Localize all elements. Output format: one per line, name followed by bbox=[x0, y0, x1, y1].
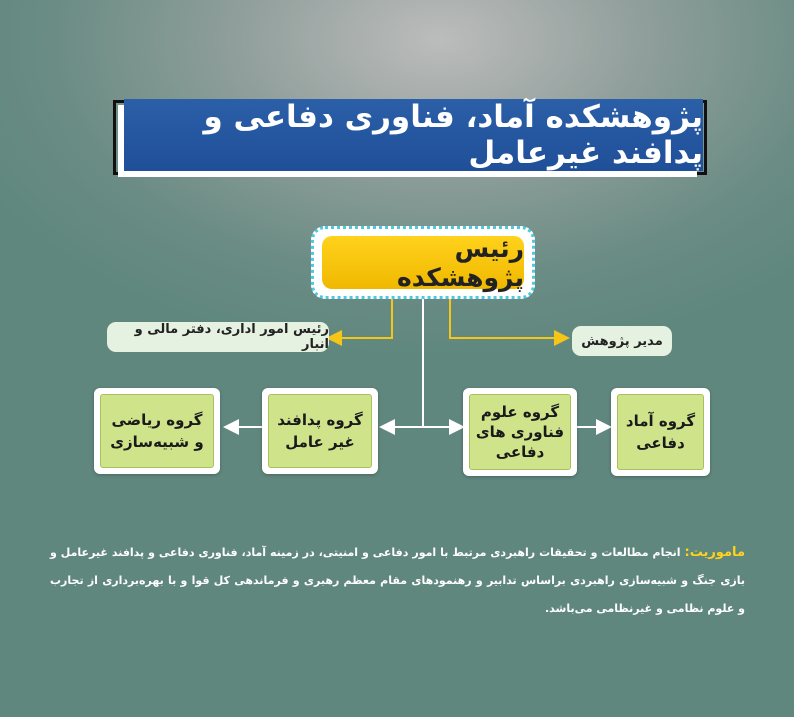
group-math-simulation-fill bbox=[100, 394, 214, 468]
branch-research bbox=[450, 298, 566, 338]
group-defense-tech-fill bbox=[469, 394, 571, 470]
group-math-simulation-label: گروه ریاضی و شبیه‌سازی bbox=[110, 411, 204, 451]
head-node-fill bbox=[322, 233, 524, 292]
head-label: رئیس پژوهشکده bbox=[397, 233, 524, 292]
research-manager-node bbox=[572, 326, 672, 356]
research-manager-label: مدیر پژوهش bbox=[581, 333, 663, 349]
group-passive-defense-label: گروه پدافند غیر عامل bbox=[277, 411, 363, 451]
admin-node bbox=[107, 322, 329, 352]
mission-label: ماموریت: bbox=[684, 545, 745, 560]
head-node bbox=[311, 226, 535, 299]
page-title: پژوهشکده آماد، فناوری دفاعی و پدافند غیرعامل bbox=[203, 99, 703, 171]
group-passive-defense bbox=[262, 388, 378, 474]
branch-admin bbox=[330, 298, 392, 338]
admin-label: رئیس امور اداری، دفتر مالی و انبار bbox=[134, 322, 329, 352]
group-logistics bbox=[611, 388, 710, 476]
mission-paragraph bbox=[50, 539, 745, 623]
title-banner bbox=[124, 99, 703, 171]
group-passive-defense-fill bbox=[268, 394, 372, 468]
group-defense-tech-label: گروه علوم فناوری های دفاعی bbox=[475, 403, 565, 461]
group-logistics-fill bbox=[617, 394, 704, 470]
group-math-simulation bbox=[94, 388, 220, 474]
group-defense-tech bbox=[463, 388, 577, 476]
group-logistics-label: گروه آماد دفاعی bbox=[625, 412, 696, 452]
mission-text: انجام مطالعات و تحقیقات راهبردی مرتبط با امور دفاعی و امنیتی، در زمینه آماد، فناوری دفاعی و پدافند غیرعامل و بازی جنگ و شبیه‌سازی راهبردی براساس تدابیر و رهنمودهای مقام معظم رهبری و فرماندهی کل قوا و با بهره‌برداری از تجارب و علوم نظامی و غیرنظامی می‌باشد. bbox=[50, 546, 745, 615]
